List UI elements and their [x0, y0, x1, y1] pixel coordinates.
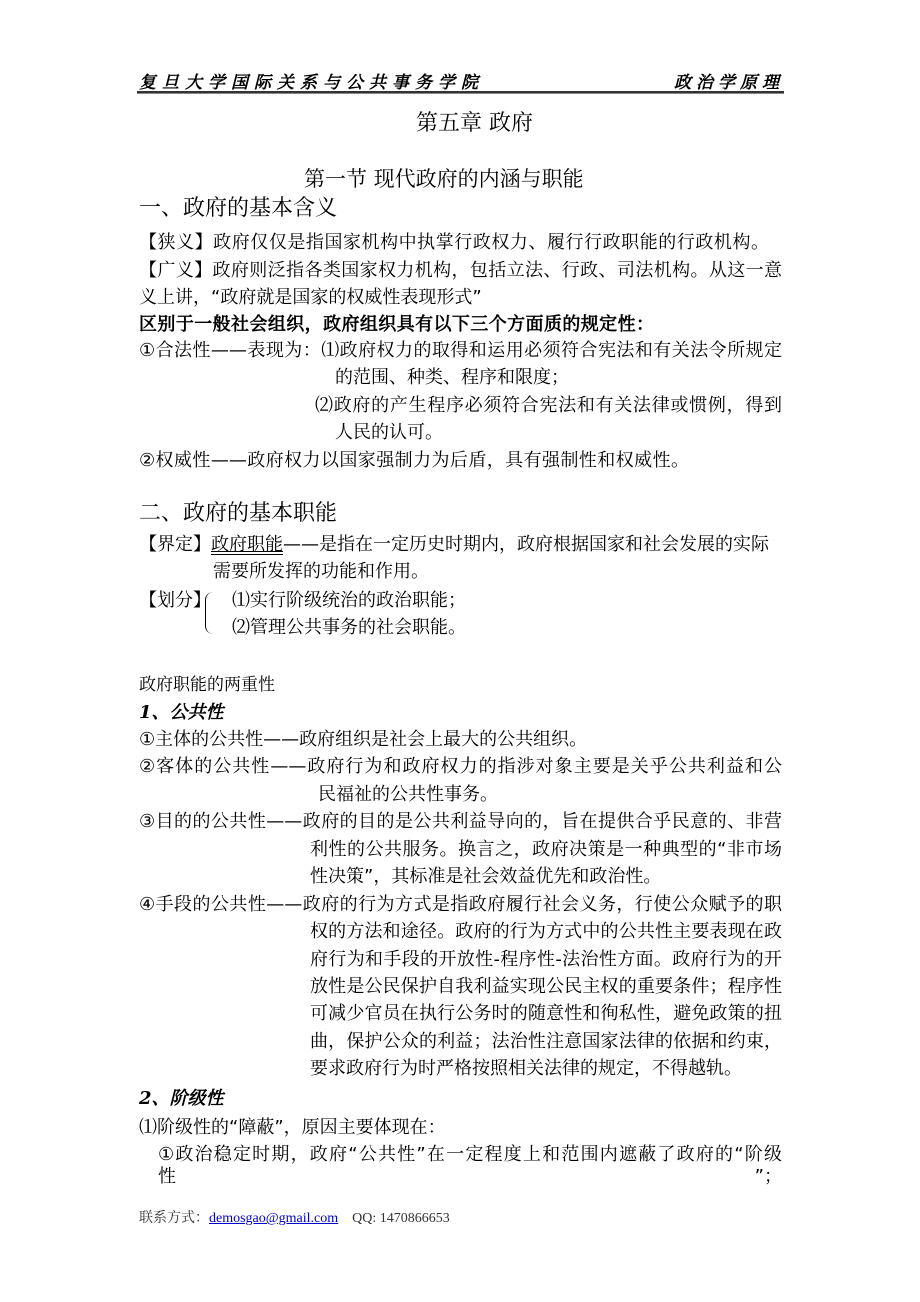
public-3-3: 性决策”，其标准是社会效益优先和政治性。: [310, 866, 662, 887]
define-line-2: 需要所发挥的功能和作用。: [213, 561, 429, 582]
heading-basic-functions: 二、政府的基本职能: [139, 501, 338, 526]
class-1: ⑴阶级性的“障蔽”，原因主要体现在：: [139, 1117, 446, 1138]
footer-email-link[interactable]: demosgao@gmail.com: [209, 1211, 339, 1226]
heading-class: 2、阶级性: [139, 1088, 224, 1109]
header-course: 政治学原理: [674, 73, 784, 93]
header-school: 复旦大学国际关系与公共事务学院: [139, 73, 484, 93]
broad-definition-2: 义上讲，“政府就是国家的权威性表现形式”: [139, 287, 482, 308]
broad-definition-1: 【广义】政府则泛指各类国家权力机构，包括立法、行政、司法机构。从这一意: [139, 260, 782, 281]
narrow-definition: 【狭义】政府仅仅是指国家机构中执掌行政权力、履行行政职能的行政机构。: [139, 232, 769, 253]
class-1-1: ①政治稳定时期，政府“公共性”在一定程度上和范围内遮蔽了政府的“阶级性”；: [158, 1144, 782, 1187]
duality-label: 政府职能的两重性: [139, 675, 275, 695]
brace: [205, 592, 216, 634]
divide-1: ⑴实行阶级统治的政治职能；: [232, 590, 466, 611]
authority: ②权威性——政府权力以国家强制力为后盾，具有强制性和权威性。: [139, 450, 689, 471]
legality-2: 的范围、种类、程序和限度；: [335, 367, 569, 388]
distinction-statement: 区别于一般社会组织，政府组织具有以下三个方面质的规定性：: [139, 314, 654, 335]
public-4-5: 可减少官员在执行公务时的随意性和徇私性，避免政策的扭: [310, 1003, 782, 1024]
public-3-1: ③目的的公共性——政府的目的是公共利益导向的，旨在提供合乎民意的、非营: [139, 811, 782, 832]
public-3-2: 利性的公共服务。换言之，政府决策是一种典型的“非市场: [310, 839, 782, 860]
define-term: 政府职能: [211, 534, 283, 555]
public-4-6: 曲，保护公众的利益；法治性注意国家法律的依据和约束，: [310, 1031, 782, 1052]
public-2-1: ②客体的公共性——政府行为和政府权力的指涉对象主要是关乎公共利益和公: [139, 756, 782, 777]
public-4-3: 府行为和手段的开放性-程序性-法治性方面。政府行为的开: [310, 949, 782, 970]
define-text: ——是指在一定历史时期内，政府根据国家和社会发展的实际: [283, 534, 769, 555]
header-rule: [137, 91, 784, 94]
legality-4: 人民的认可。: [335, 422, 443, 443]
public-2-2: 民福祉的公共性事务。: [318, 784, 498, 805]
chapter-title: 第五章 政府: [416, 111, 533, 136]
define-label: 【界定】: [139, 534, 211, 555]
section-title: 第一节 现代政府的内涵与职能: [304, 167, 584, 191]
divide-label: 【划分】: [139, 590, 211, 611]
public-4-2: 权的方法和途径。政府的行为方式中的公共性主要表现在政: [310, 921, 782, 942]
public-1: ①主体的公共性——政府组织是社会上最大的公共组织。: [139, 729, 588, 750]
legality-3: ⑵政府的产生程序必须符合宪法和有关法律或惯例，得到: [315, 395, 782, 416]
footer: [139, 1207, 450, 1227]
public-4-7: 要求政府行为时严格按照相关法律的规定，不得越轨。: [310, 1058, 742, 1079]
public-4-1: ④手段的公共性——政府的行为方式是指政府履行社会义务，行使公众赋予的职: [139, 894, 782, 915]
heading-basic-meaning: 一、政府的基本含义: [139, 196, 338, 221]
footer-qq: QQ: 1470866653: [352, 1211, 450, 1226]
divide-2: ⑵管理公共事务的社会职能。: [232, 617, 466, 638]
public-4-4: 放性是公民保护自我利益实现公民主权的重要条件；程序性: [310, 976, 782, 997]
define-line: [139, 534, 769, 556]
footer-label: 联系方式：: [139, 1211, 209, 1226]
legality-1: ①合法性——表现为：⑴政府权力的取得和运用必须符合宪法和有关法令所规定: [139, 340, 782, 361]
heading-public: 1、公共性: [139, 702, 224, 723]
